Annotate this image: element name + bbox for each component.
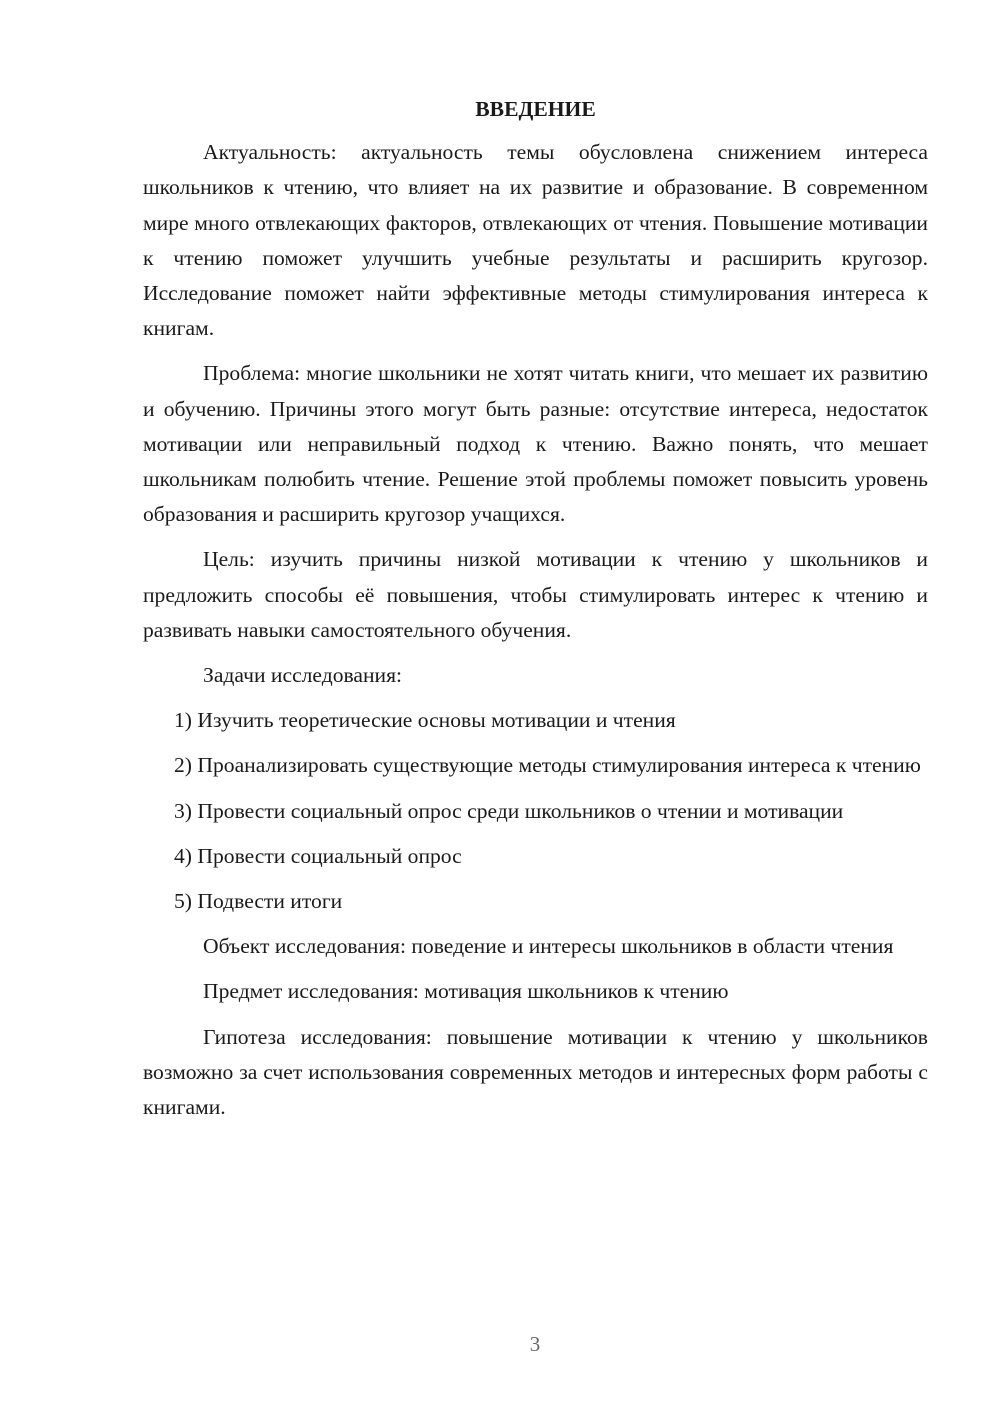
task-item-2: 2) Проанализировать существующие методы стимулирования интереса к чтению: [174, 753, 921, 778]
object-paragraph: Объект исследования: поведение и интересы школьников в области чтения: [203, 934, 894, 959]
goal-paragraph: Цель: изучить причины низкой мотивации к чтению у школьников и предложить способы её повышения, чтобы стимулировать интерес к чтению и развивать навыки самостоятельного обучения.: [143, 547, 928, 642]
task-item-3: 3) Провести социальный опрос среди школьников о чтении и мотивации: [174, 798, 844, 823]
hypothesis-paragraph: Гипотеза исследования: повышение мотивации к чтению у школьников возможно за счет использования современных методов и интересных форм работы с книгами.: [143, 1024, 928, 1120]
document-page: [143, 92, 928, 1135]
subject-paragraph: Предмет исследования: мотивация школьников к чтению: [203, 979, 729, 1004]
section-heading: ВВЕДЕНИЕ: [475, 97, 596, 121]
page-number: 3: [529, 1332, 541, 1356]
problem-paragraph: Проблема: многие школьники не хотят читать книги, что мешает их развитию и обучению. Причины этого могут быть разные: отсутствие интереса, недостаток мотивации или неправильный подход к чтению. Важно понять, что мешает школьникам полюбить чтение. Решение этой проблемы поможет повысить уровень образования и расширить кругозор учащихся.: [143, 361, 928, 527]
task-item-1: 1) Изучить теоретические основы мотивации и чтения: [174, 708, 676, 733]
tasks-title: Задачи исследования:: [203, 663, 403, 688]
task-item-5: 5) Подвести итоги: [174, 889, 343, 914]
task-item-4: 4) Провести социальный опрос: [174, 843, 462, 868]
relevance-paragraph: Актуальность: актуальность темы обусловлена снижением интереса школьников к чтению, что влияет на их развитие и образование. В современном мире много отвлекающих факторов, отвлекающих от чтения. Повышение мотивации к чтению поможет улучшить учебные результаты и расширить кругозор. Исследование поможет найти эффективные методы стимулирования интереса к книгам.: [143, 140, 928, 341]
